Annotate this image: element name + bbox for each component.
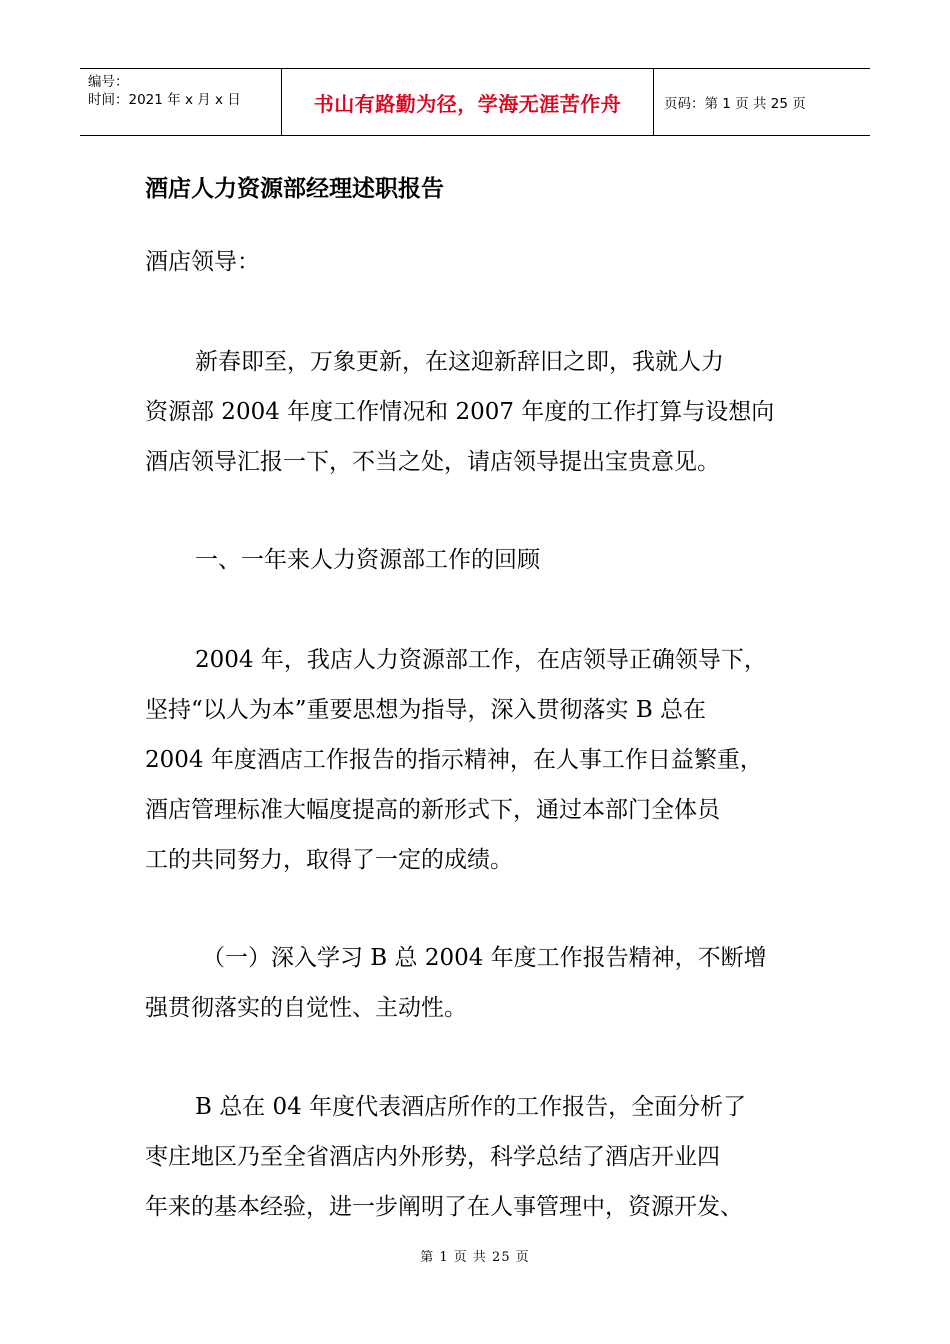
paragraph-line: 坚持“以人为本”重要思想为指导，深入贯彻落实 B 总在 [145, 697, 707, 723]
paragraph-line: 强贯彻落实的自觉性、主动性。 [145, 995, 467, 1021]
header-table [80, 68, 870, 136]
paragraph-line: B 总在 04 年度代表酒店所作的工作报告，全面分析了 [195, 1094, 747, 1120]
paragraph-line: 枣庄地区乃至全省酒店内外形势，科学总结了酒店开业四 [145, 1144, 720, 1170]
page-footer: 第 1 页 共 25 页 [420, 1250, 530, 1265]
time-label: 时间：2021 年 x 月 x 日 [88, 92, 241, 108]
motto-cell [282, 69, 654, 135]
motto-text: 书山有路勤为径，学海无涯苦作舟 [313, 91, 622, 116]
header-meta-cell [80, 69, 282, 135]
paragraph-line: 酒店领导汇报一下，不当之处，请店领导提出宝贵意见。 [145, 449, 720, 475]
page-info-text: 页码：第 1 页 共 25 页 [664, 96, 806, 112]
paragraph-line: 工的共同努力，取得了一定的成绩。 [145, 847, 513, 873]
page-info-cell [654, 69, 870, 135]
subsection-heading: （一）深入学习 B 总 2004 年度工作报告精神，不断增 [202, 945, 767, 971]
paragraph-line: 酒店管理标准大幅度提高的新形式下，通过本部门全体员 [145, 797, 720, 823]
paragraph-line: 新春即至，万象更新，在这迎新辞旧之即，我就人力 [195, 349, 724, 375]
number-label: 编号： [88, 74, 129, 90]
paragraph-line: 2004 年度酒店工作报告的指示精神，在人事工作日益繁重， [145, 747, 763, 773]
paragraph-line: 资源部 2004 年度工作情况和 2007 年度的工作打算与设想向 [145, 399, 775, 425]
section-heading: 一、一年来人力资源部工作的回顾 [195, 547, 540, 573]
document-title: 酒店人力资源部经理述职报告 [145, 175, 444, 202]
paragraph-line: 年来的基本经验，进一步阐明了在人事管理中，资源开发、 [145, 1194, 743, 1220]
paragraph-line: 2004 年，我店人力资源部工作，在店领导正确领导下， [195, 647, 767, 673]
salutation: 酒店领导： [145, 249, 260, 275]
